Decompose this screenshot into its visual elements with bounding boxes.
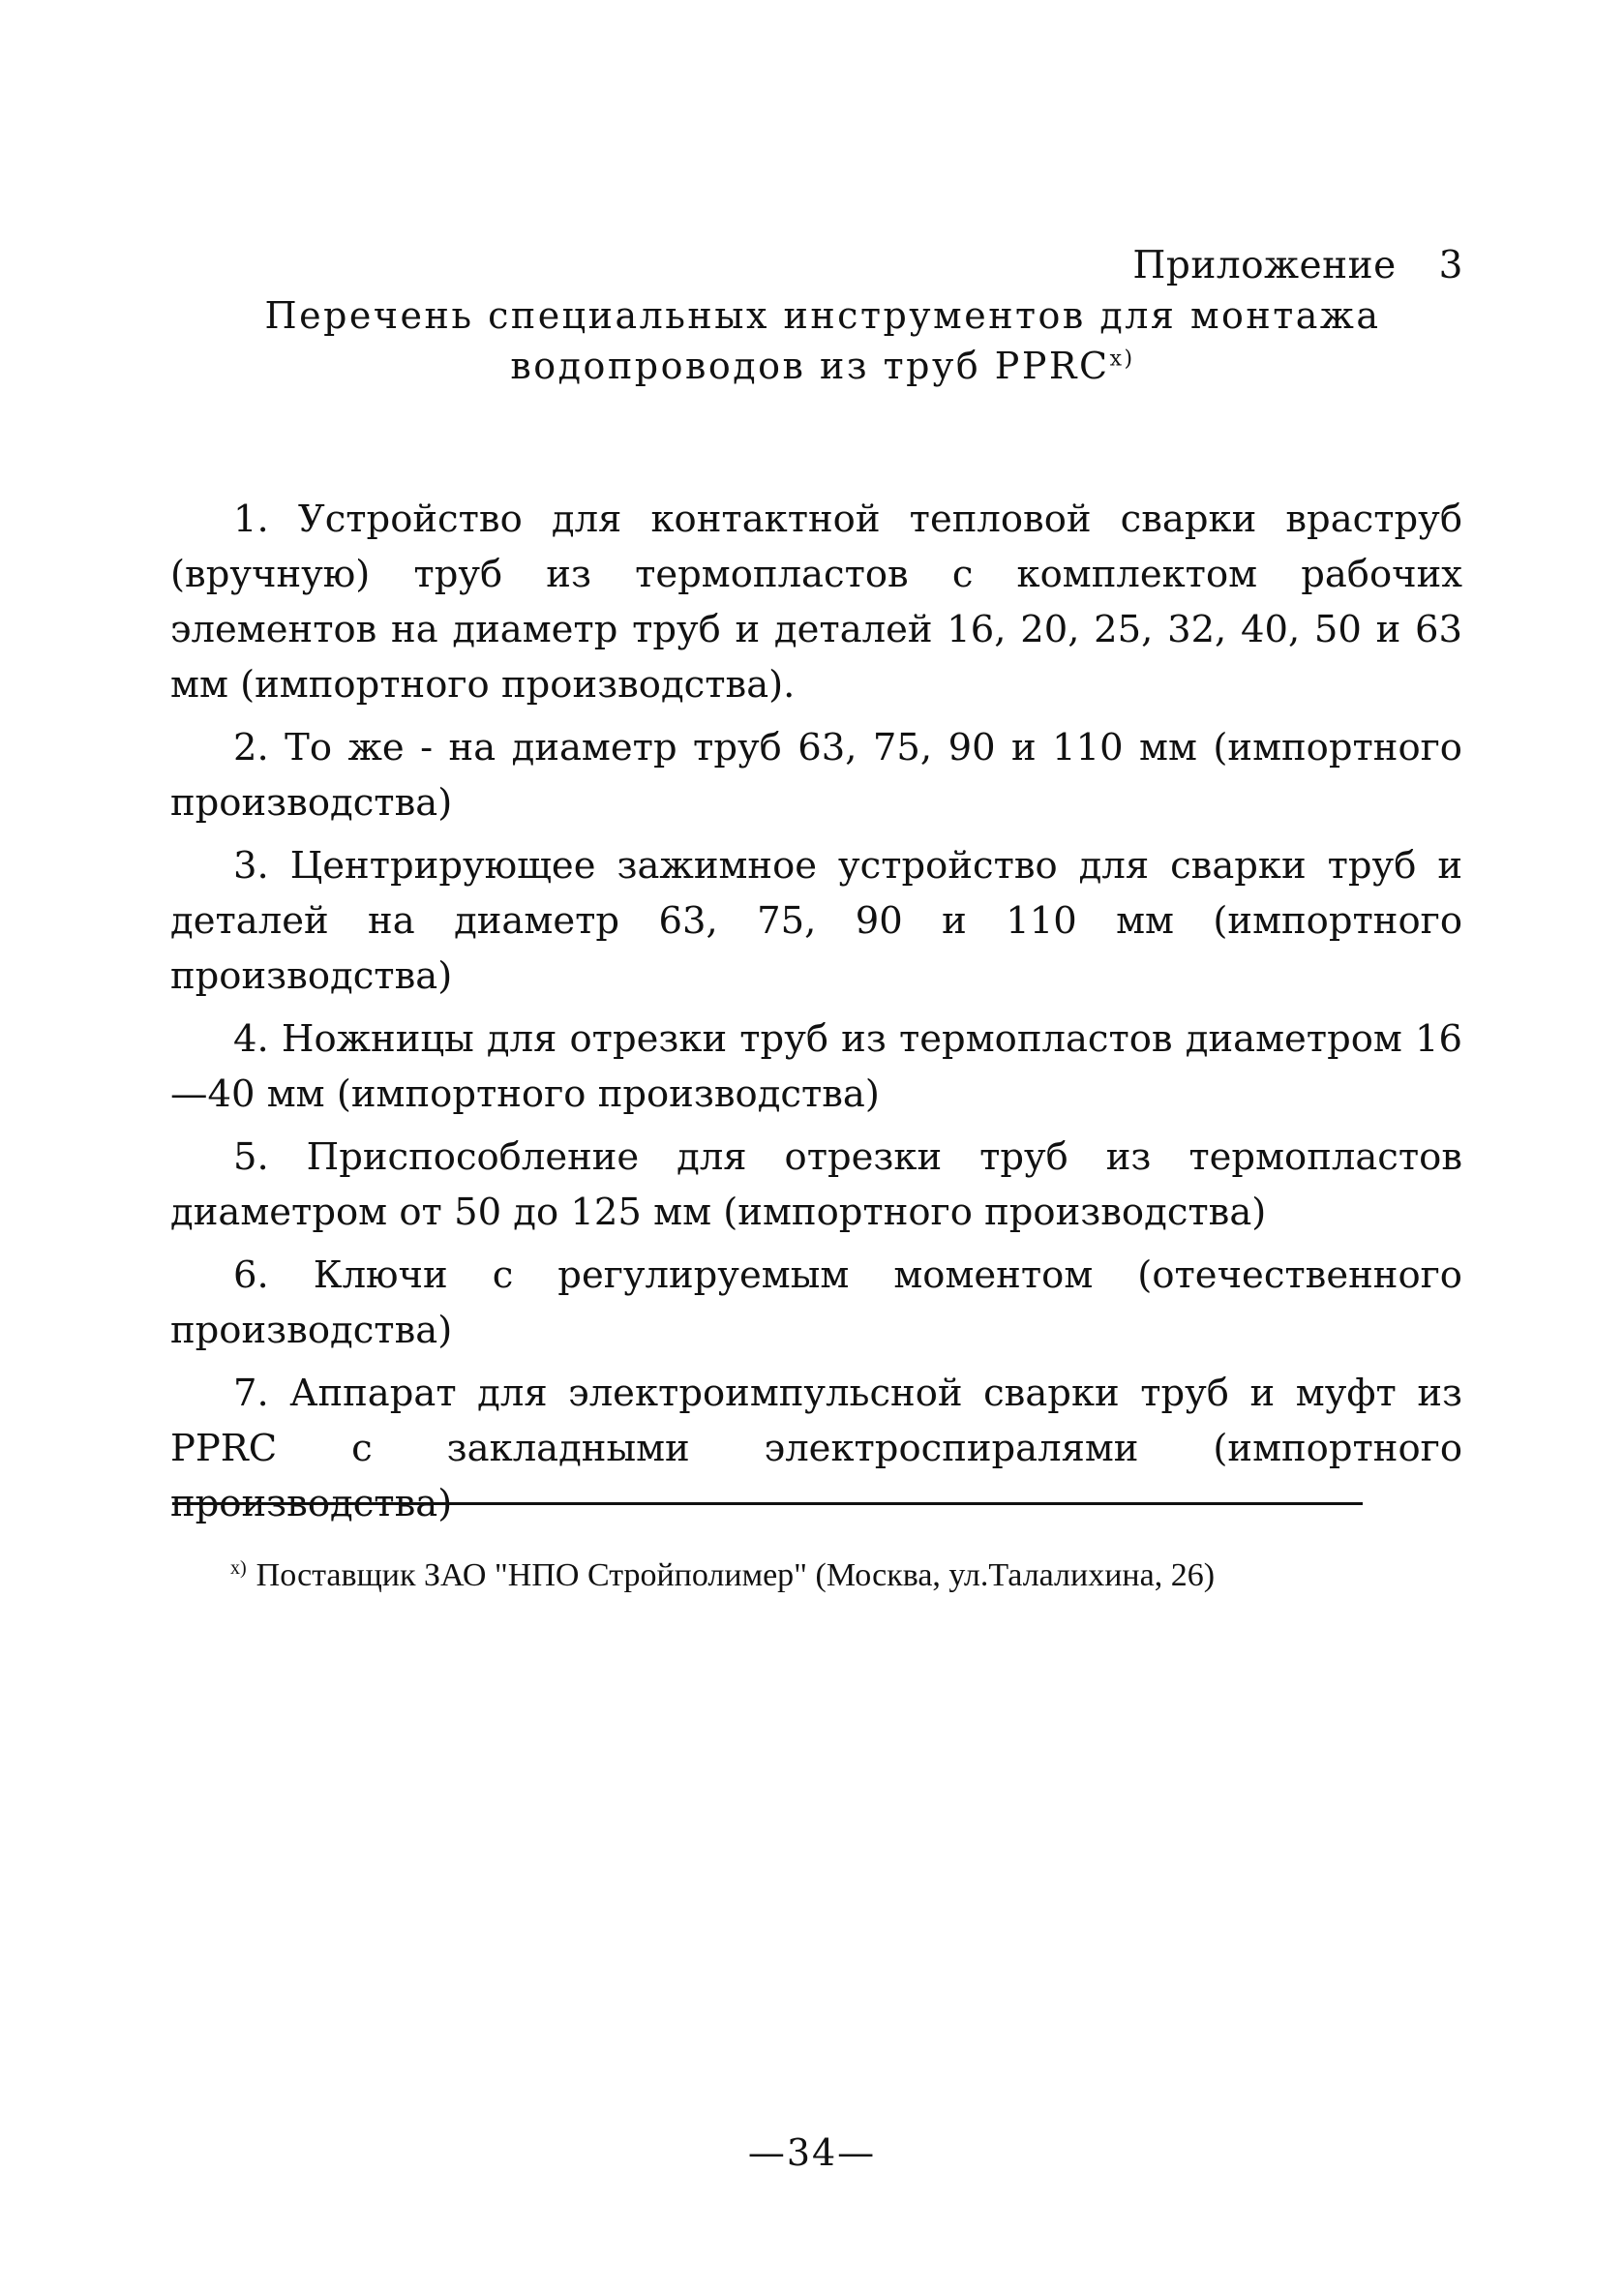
- document-title: [194, 290, 1452, 391]
- list-item: 3. Центрирующее зажимное устройство для сварки труб и деталей на диаметр 63, 75, 90 и 110 мм (импортного производства): [170, 844, 1462, 998]
- footnote-mark: х): [230, 1556, 247, 1579]
- title-line-2: [194, 341, 1452, 391]
- title-line-2-text: водопроводов из труб PPRC: [510, 345, 1110, 387]
- list-item: 1. Устройство для контактной тепловой сварки враструб (вручную) труб из термопластов с комплектом рабочих элементов на диаметр труб и деталей 16, 20, 25, 32, 40, 50 и 63 мм (импортного производства).: [170, 498, 1462, 707]
- list-item: 6. Ключи с регулируемым моментом (отечественного производства): [170, 1253, 1462, 1352]
- title-line-1: Перечень специальных инструментов для монтажа: [264, 294, 1381, 337]
- appendix-label-text: Приложение: [1132, 244, 1397, 287]
- appendix-number: 3: [1438, 244, 1463, 287]
- page-number: —34—: [747, 2131, 877, 2174]
- footnote-text: Поставщик ЗАО "НПО Стройполимер" (Москва, ул.Талалихина, 26): [256, 1557, 1216, 1593]
- list-item: 7. Аппарат для электроимпульсной сварки труб и муфт из PPRC с закладными электроспиралями (импортного производства): [170, 1372, 1462, 1525]
- appendix-label: [1132, 244, 1463, 287]
- title-footnote-ref: х): [1109, 347, 1135, 372]
- footnote-divider: [172, 1502, 1363, 1505]
- list-item: 4. Ножницы для отрезки труб из термопластов диаметром 16—40 мм (импортного производства): [170, 1017, 1462, 1116]
- tools-list: [170, 492, 1462, 1539]
- list-item: 2. То же - на диаметр труб 63, 75, 90 и 110 мм (импортного производства): [170, 726, 1462, 825]
- list-item: 5. Приспособление для отрезки труб из термопластов диаметром от 50 до 125 мм (импортного производства): [170, 1135, 1462, 1234]
- footnote: [230, 1553, 1215, 1599]
